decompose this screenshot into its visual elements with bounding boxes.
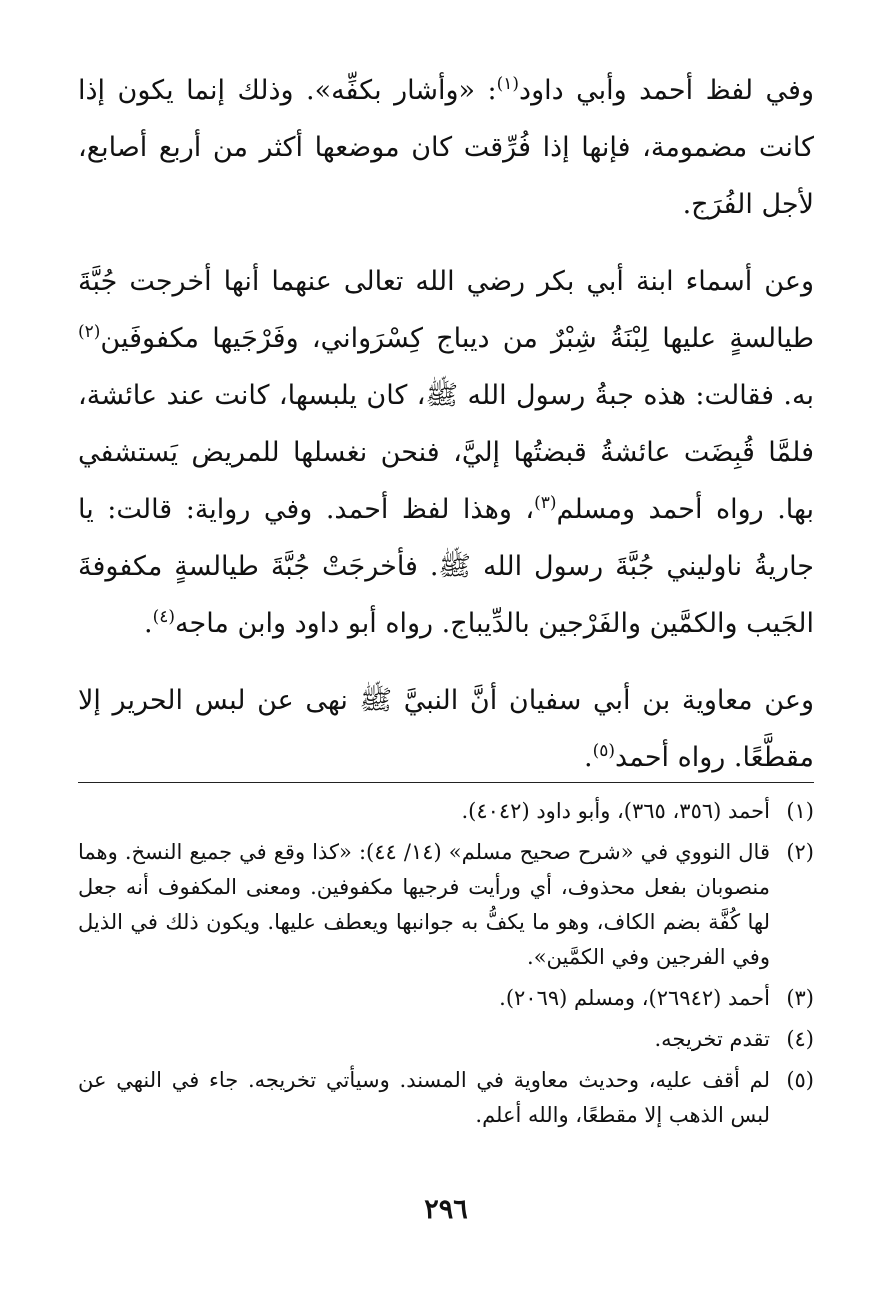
footnote-text: قال النووي في «شرح صحيح مسلم» (١٤/ ٤٤): «كذا وقع في جميع النسخ. وهما منصوبان بفعل محذوف، أي ورأيت فرجيها مكفوفين. ومعنى المكفوف أنه جعل لها كُفَّة بضم الكاف، وهو ما يكفُّ به جوانبها ويعطف عليها. ويكون ذلك في الذيل وفي الفرجين وفي الكمَّين».	[78, 840, 770, 969]
footnote-5	[78, 1063, 814, 1133]
footnote-number: (٥)	[786, 1068, 814, 1092]
paragraph-text: .	[584, 742, 593, 773]
footnote-ref-5[interactable]: (٥)	[592, 741, 616, 761]
paragraph-text: وفي لفظ أحمد وأبي داود	[519, 75, 814, 106]
paragraph-1	[78, 62, 814, 233]
footnote-ref-3[interactable]: (٣)	[534, 493, 557, 513]
footnote-text: أحمد (٣٥٦، ٣٦٥)، وأبو داود (٤٠٤٢).	[461, 799, 770, 823]
paragraph-text: : «وأشار بكفِّه». وذلك إنما يكون إذا كانت مضمومة، فإنها إذا فُرِّقت كان موضعها أكثر من أربع أصابع، لأجل الفُرَج.	[78, 75, 814, 220]
footnote-number: (٢)	[786, 840, 814, 864]
footnote-number: (١)	[786, 799, 814, 823]
footnote-4	[78, 1022, 814, 1057]
footnote-number: (٣)	[786, 986, 814, 1010]
main-text	[78, 62, 814, 786]
paragraph-text: وعن أسماء ابنة أبي بكر رضي الله تعالى عنهما أنها أخرجت جُبَّةَ طيالسةٍ عليها لِبْنَةُ شِبْرٌ من ديباج كِسْرَواني، وفَرْجَيها مكفوفَين	[78, 266, 814, 354]
footnote-number: (٤)	[786, 1027, 814, 1051]
footnotes-section	[78, 794, 814, 1139]
footnote-ref-4[interactable]: (٤)	[152, 607, 176, 627]
paragraph-2	[78, 253, 814, 652]
footnote-ref-1[interactable]: (١)	[496, 74, 520, 94]
footnote-ref-2[interactable]: (٢)	[78, 322, 101, 342]
footnote-3	[78, 981, 814, 1016]
footnote-text: أحمد (٢٦٩٤٢)، ومسلم (٢٠٦٩).	[499, 986, 770, 1010]
footnote-2	[78, 835, 814, 975]
footnote-1	[78, 794, 814, 829]
paragraph-text: .	[144, 608, 153, 639]
paragraph-text: به. فقالت: هذه جبةُ رسول الله ﷺ، كان يلبسها، كانت عند عائشة، فلمَّا قُبِضَت عائشةُ قبضتُها إليَّ، فنحن نغسلها للمريض يَستشفي بها. رواه أحمد ومسلم	[78, 380, 814, 525]
footnote-divider	[78, 782, 814, 783]
paragraph-text: ، وهذا لفظ أحمد. وفي رواية: قالت: يا جاريةُ ناوليني جُبَّةَ رسول الله ﷺ. فأخرجَتْ جُبَّةَ طيالسةٍ مكفوفةَ الجَيب والكمَّين والفَرْجين بالدِّيباج. رواه أبو داود وابن ماجه	[78, 494, 814, 639]
footnote-text: لم أقف عليه، وحديث معاوية في المسند. وسيأتي تخريجه. جاء في النهي عن لبس الذهب إلا مقطعًا، والله أعلم.	[78, 1068, 770, 1127]
paragraph-3	[78, 672, 814, 786]
footnote-text: تقدم تخريجه.	[654, 1027, 770, 1051]
paragraph-text: وعن معاوية بن أبي سفيان أنَّ النبيَّ ﷺ نهى عن لبس الحرير إلا مقطَّعًا. رواه أحمد	[78, 685, 814, 773]
page-number: ٢٩٦	[424, 1194, 468, 1225]
